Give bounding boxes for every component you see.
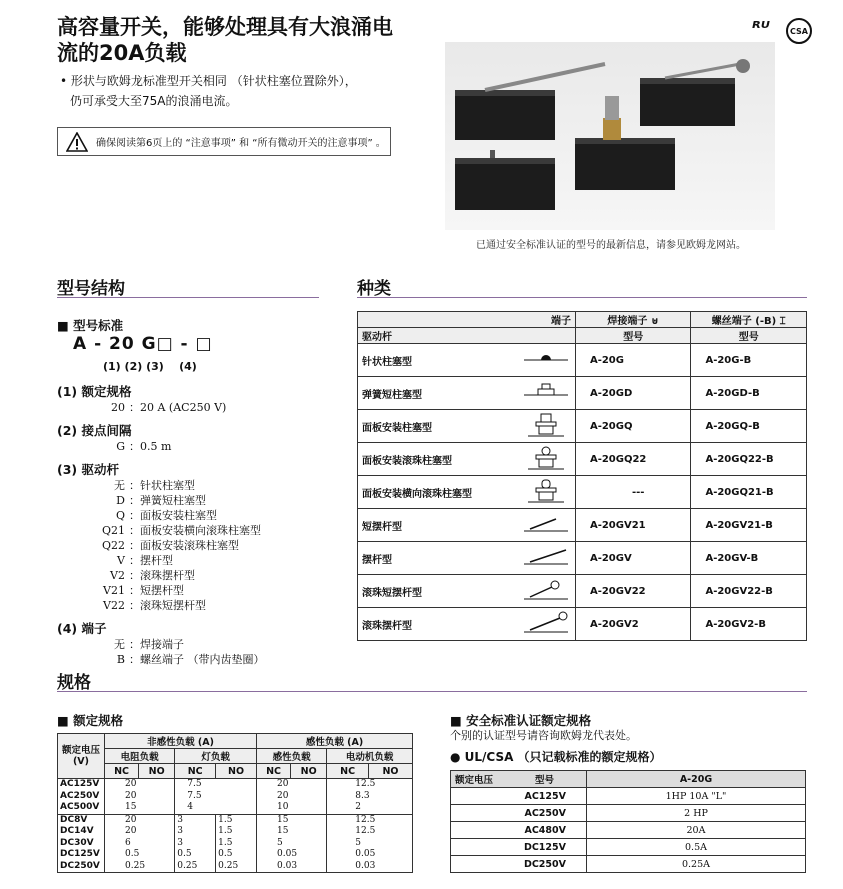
safety-rating: 2 HP <box>587 805 806 822</box>
hinge-lever-icon <box>522 544 570 570</box>
actuator-name: 面板安装柱塞型 <box>358 410 517 443</box>
model-group-title: (3) 驱动杆 <box>57 462 119 477</box>
bullet-line-1: • 形状与欧姆龙标准型开关相同 （针状柱塞位置除外）， <box>60 74 357 88</box>
model-group-row <box>57 598 337 613</box>
model-solder: A-20G <box>575 344 691 377</box>
row-key: D <box>116 494 125 507</box>
model-group-row <box>57 439 337 454</box>
panel-roller-plunger-icon <box>522 445 570 471</box>
model-screw: A-20GV22-B <box>691 575 807 608</box>
nc-3: NC <box>257 764 291 779</box>
safety-voltage: DC250V <box>451 856 587 873</box>
nc-2: NC <box>175 764 216 779</box>
safety-voltage: AC480V <box>451 822 587 839</box>
ac-res: 20 20 15 <box>105 779 175 815</box>
row-key: 无 <box>114 638 125 651</box>
row-value: ：摆杆型 <box>129 554 173 567</box>
title-line-1: 高容量开关，能够处理具有大浪涌电 <box>57 15 393 39</box>
actuator-name: 面板安装滚珠柱塞型 <box>358 443 517 476</box>
actuator-icon-cell <box>517 476 576 509</box>
nc-1: NC <box>105 764 139 779</box>
model-screw: A-20GV2-B <box>691 608 807 641</box>
h-v-text: 额定电压 <box>455 775 494 786</box>
ac-voltages: AC125V AC250V AC500V <box>58 779 105 815</box>
types-table <box>357 311 807 641</box>
title-line-2: 流的20A负载 <box>57 41 187 65</box>
model-solder: A-20GV2 <box>575 608 691 641</box>
safety-rating: 20A <box>587 822 806 839</box>
screw-terminal-icon: ⌶ <box>779 316 786 327</box>
safety-table <box>450 770 806 873</box>
model-code-index: (1) (2) (3) (4) <box>103 360 197 373</box>
types-row <box>358 542 807 575</box>
panel-plunger-icon <box>522 412 570 438</box>
safety-rating: 0.25A <box>587 856 806 873</box>
actuator-icon-cell <box>517 410 576 443</box>
model-screw: A-20G-B <box>691 344 807 377</box>
safety-row <box>451 822 806 839</box>
row-value: ：0.5 m <box>129 440 172 453</box>
dc-res: 20 20 6 0.5 0.25 <box>105 814 175 873</box>
row-value: ：面板安装滚珠柱塞型 <box>129 539 239 552</box>
types-rule <box>357 297 807 298</box>
model-solder: A-20GV <box>575 542 691 575</box>
h-terminal: 端子 <box>358 312 576 328</box>
bullet-line-2: 仍可承受大至75A的浪涌电流。 <box>70 94 238 108</box>
model-group-row <box>57 583 337 598</box>
model-group-row <box>57 568 337 583</box>
row-key: Q21 <box>101 524 125 537</box>
actuator-icon-cell <box>517 377 576 410</box>
product-photo <box>445 42 775 230</box>
model-screw: A-20GD-B <box>691 377 807 410</box>
safety-rating: 1HP 10A "L" <box>587 788 806 805</box>
row-key: B <box>116 653 125 666</box>
h-a-20g: A-20G <box>587 771 806 788</box>
row-value: ：面板安装横向滚珠柱塞型 <box>129 524 261 537</box>
ul-csa-title: ● UL/CSA （只记载标准的额定规格） <box>450 750 662 764</box>
roller-lever-icon <box>522 610 570 636</box>
model-screw: A-20GV-B <box>691 542 807 575</box>
no-4: NO <box>368 764 412 779</box>
solder-terminal-icon: ⊍ <box>650 316 659 327</box>
pin-plunger-icon <box>522 346 570 372</box>
types-section-title: 种类 <box>357 279 391 299</box>
model-solder: --- <box>575 476 691 509</box>
model-group-title: (1) 额定规格 <box>57 384 132 399</box>
row-value: ：短摆杆型 <box>129 584 184 597</box>
safety-subtitle: 个别的认证型号请咨询欧姆龙代表处。 <box>450 729 637 742</box>
h-screw-text: 螺丝端子 (-B) <box>711 316 777 327</box>
actuator-icon-cell <box>517 608 576 641</box>
model-groups <box>57 382 337 667</box>
h-indl: 感性负载 <box>257 749 327 764</box>
safety-rating: 0.5A <box>587 839 806 856</box>
model-screw: A-20GV21-B <box>691 509 807 542</box>
dc-motor: 12.5 12.5 5 0.05 0.03 <box>327 814 413 873</box>
safety-row <box>451 788 806 805</box>
warning-icon <box>66 132 88 152</box>
ul-mark: ᴿᵁ <box>752 18 770 39</box>
photo-caption: 已通过安全标准认证的型号的最新信息，请参见欧姆龙网站。 <box>476 240 746 251</box>
actuator-icon-cell <box>517 344 576 377</box>
actuator-name: 摆杆型 <box>358 542 517 575</box>
dc-voltages: DC8V DC14V DC30V DC125V DC250V <box>58 814 105 873</box>
short-hinge-lever-icon <box>522 511 570 537</box>
safety-row <box>451 856 806 873</box>
spec-section-title: 规格 <box>57 673 91 693</box>
types-row <box>358 443 807 476</box>
model-solder: A-20GQ22 <box>575 443 691 476</box>
row-key: V22 <box>103 599 125 612</box>
types-row <box>358 509 807 542</box>
spring-plunger-icon <box>522 379 570 405</box>
model-group-row <box>57 478 337 493</box>
row-value: ：面板安装柱塞型 <box>129 509 217 522</box>
ac-ind: 20 20 10 <box>257 779 327 815</box>
no-1: NO <box>139 764 175 779</box>
feature-bullet <box>60 71 420 111</box>
actuator-name: 弹簧短柱塞型 <box>358 377 517 410</box>
h-res: 电阻负载 <box>105 749 175 764</box>
types-row <box>358 344 807 377</box>
actuator-name: 面板安装横向滚珠柱塞型 <box>358 476 517 509</box>
switches-illustration <box>445 42 775 230</box>
safety-row <box>451 805 806 822</box>
ac-motor: 12.5 8.3 2 <box>327 779 413 815</box>
h-screw <box>691 312 807 328</box>
model-solder: A-20GV22 <box>575 575 691 608</box>
h-voltage: 额定电压(V) <box>58 734 105 779</box>
actuator-icon-cell <box>517 509 576 542</box>
h-m-text: 型号 <box>535 775 555 786</box>
types-row <box>358 410 807 443</box>
actuator-name: 滚珠摆杆型 <box>358 608 517 641</box>
h-model-1: 型号 <box>575 328 691 344</box>
safety-title: ■ 安全标准认证额定规格 <box>450 713 592 728</box>
short-roller-lever-icon <box>522 577 570 603</box>
model-code: A - 20 G□ - □ <box>73 334 213 354</box>
row-value: ：焊接端子 <box>129 638 184 651</box>
types-row <box>358 377 807 410</box>
csa-mark: CSA <box>786 18 812 44</box>
h-model-2: 型号 <box>691 328 807 344</box>
page-title <box>57 14 437 66</box>
dc-lamp-no: 1.5 1.5 1.5 0.5 0.25 <box>216 814 257 873</box>
model-solder: A-20GV21 <box>575 509 691 542</box>
model-group-row <box>57 637 337 652</box>
ac-lamp: 7.5 7.5 4 <box>175 779 257 815</box>
safety-voltage: AC125V <box>451 788 587 805</box>
h-actuator: 驱动杆 <box>358 328 576 344</box>
model-group-title: (2) 接点间隔 <box>57 423 132 438</box>
safety-voltage: DC125V <box>451 839 587 856</box>
types-row <box>358 575 807 608</box>
model-standard-title: ■ 型号标准 <box>57 318 124 333</box>
model-rule <box>57 297 319 298</box>
model-group-row <box>57 523 337 538</box>
row-key: V2 <box>110 569 125 582</box>
row-key: Q <box>115 509 125 522</box>
actuator-name: 短摆杆型 <box>358 509 517 542</box>
row-key: G <box>116 440 125 453</box>
nc-4: NC <box>327 764 369 779</box>
model-screw: A-20GQ21-B <box>691 476 807 509</box>
safety-row <box>451 839 806 856</box>
types-row <box>358 608 807 641</box>
row-value: ：弹簧短柱塞型 <box>129 494 206 507</box>
row-value: ：滚珠短摆杆型 <box>129 599 206 612</box>
model-screw: A-20GQ22-B <box>691 443 807 476</box>
model-screw: A-20GQ-B <box>691 410 807 443</box>
safety-voltage: AC250V <box>451 805 587 822</box>
model-group-row <box>57 493 337 508</box>
actuator-icon-cell <box>517 443 576 476</box>
warning-box <box>57 127 391 156</box>
model-group-row <box>57 538 337 553</box>
actuator-icon-cell <box>517 575 576 608</box>
model-group-row <box>57 553 337 568</box>
h-lamp: 灯负载 <box>175 749 257 764</box>
model-section-title: 型号结构 <box>57 279 125 299</box>
row-value: ：针状柱塞型 <box>129 479 195 492</box>
model-group-title: (4) 端子 <box>57 621 107 636</box>
h-solder <box>575 312 691 328</box>
h-rated-voltage <box>451 771 587 788</box>
warning-text: 确保阅读第6页上的 “注意事项” 和 “所有微动开关的注意事项” 。 <box>96 138 386 149</box>
dc-lamp-nc: 3 3 3 0.5 0.25 <box>175 814 216 873</box>
model-group-row <box>57 508 337 523</box>
actuator-icon-cell <box>517 542 576 575</box>
actuator-name: 滚珠短摆杆型 <box>358 575 517 608</box>
row-key: V <box>117 554 125 567</box>
panel-cross-roller-icon <box>522 478 570 504</box>
h-ind: 感性负载 (A) <box>257 734 413 749</box>
types-row <box>358 476 807 509</box>
dc-ind: 15 15 5 0.05 0.03 <box>257 814 327 873</box>
row-key: 无 <box>114 479 125 492</box>
row-key: V21 <box>103 584 125 597</box>
row-value: ：滚珠摆杆型 <box>129 569 195 582</box>
model-solder: A-20GD <box>575 377 691 410</box>
h-solder-text: 焊接端子 <box>607 316 648 327</box>
row-key: 20 <box>111 401 125 414</box>
model-group-row <box>57 400 337 415</box>
model-group-row <box>57 652 337 667</box>
no-2: NO <box>216 764 257 779</box>
model-solder: A-20GQ <box>575 410 691 443</box>
row-key: Q22 <box>101 539 125 552</box>
actuator-name: 针状柱塞型 <box>358 344 517 377</box>
row-value: ：螺丝端子 （带内齿垫圈） <box>129 653 265 666</box>
spec-rule <box>57 691 807 692</box>
h-nonind: 非感性负载 (A) <box>105 734 257 749</box>
no-3: NO <box>291 764 327 779</box>
rating-table <box>57 733 413 873</box>
rating-title: ■ 额定规格 <box>57 713 124 728</box>
row-value: ：20 A (AC250 V) <box>129 401 227 414</box>
h-motor: 电动机负载 <box>327 749 413 764</box>
